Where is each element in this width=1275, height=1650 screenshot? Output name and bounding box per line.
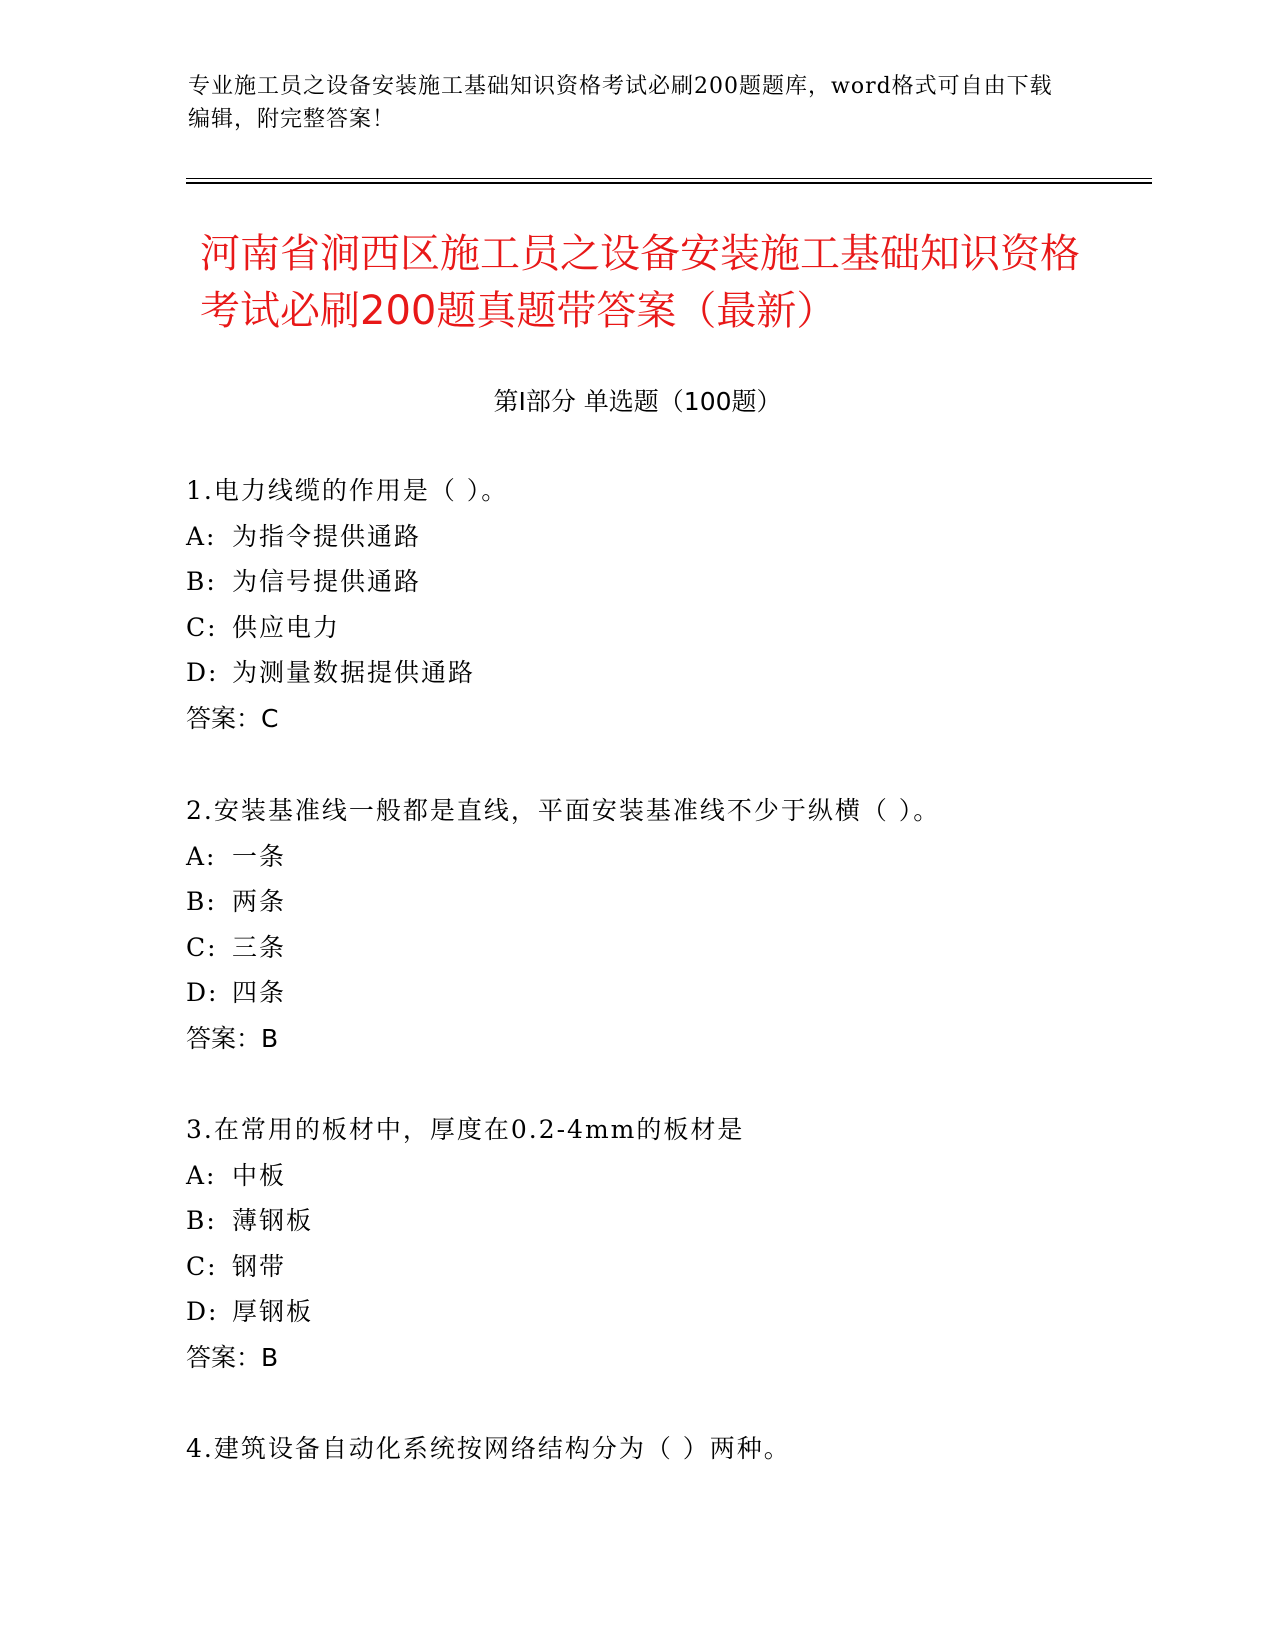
option-d — [186, 1289, 1126, 1335]
question-2 — [186, 788, 1126, 1061]
answer: 答案：B — [186, 1342, 279, 1372]
question-3 — [186, 1107, 1126, 1380]
option-a — [186, 514, 1126, 560]
option-letter: D: — [186, 978, 219, 1007]
question-stem: 2.安装基准线一般都是直线，平面安装基准线不少于纵横（ ）。 — [186, 796, 941, 825]
option-text: 两条 — [232, 887, 287, 916]
option-text: 供应电力 — [232, 612, 341, 642]
option-letter: B: — [186, 567, 217, 596]
header-note: 专业施工员之设备安装施工基础知识资格考试必刷200题题库，word格式可自由下载编辑，附完整答案！ — [188, 74, 1053, 132]
section-title: 第Ⅰ部分 单选题（100题） — [493, 387, 782, 416]
question-stem: 1.电力线缆的作用是（ ）。 — [186, 476, 509, 505]
option-text: 为指令提供通路 — [232, 521, 422, 551]
option-d — [186, 970, 1126, 1016]
option-letter: A: — [186, 1160, 217, 1190]
option-d — [186, 650, 1126, 696]
question-stem: 3.在常用的板材中，厚度在0.2-4mm的板材是 — [186, 1115, 745, 1144]
option-b — [186, 559, 1126, 605]
option-letter: C: — [186, 932, 218, 962]
option-letter: D: — [186, 1297, 219, 1326]
option-text: 四条 — [232, 978, 287, 1007]
option-letter: D: — [186, 658, 219, 687]
option-a — [186, 1153, 1126, 1199]
question-1 — [186, 468, 1126, 741]
option-c — [186, 605, 1126, 651]
question-4 — [186, 1426, 1126, 1472]
option-letter: A: — [186, 521, 217, 551]
option-text: 钢带 — [232, 1251, 287, 1281]
answer: 答案：B — [186, 1023, 279, 1053]
option-text: 厚钢板 — [232, 1297, 314, 1326]
option-text: 为测量数据提供通路 — [232, 658, 476, 687]
document-title: 河南省涧西区施工员之设备安装施工基础知识资格考试必刷200题真题带答案（最新） — [200, 231, 1080, 334]
option-letter: A: — [186, 841, 217, 871]
option-text: 一条 — [232, 841, 287, 871]
option-letter: C: — [186, 612, 218, 642]
option-letter: B: — [186, 1206, 217, 1235]
option-b — [186, 1198, 1126, 1244]
option-letter: B: — [186, 887, 217, 916]
option-c — [186, 1244, 1126, 1290]
header-divider-thin — [186, 178, 1152, 179]
option-a — [186, 834, 1126, 880]
option-text: 中板 — [232, 1160, 287, 1190]
answer: 答案：C — [186, 703, 279, 733]
option-letter: C: — [186, 1251, 218, 1281]
question-stem: 4.建筑设备自动化系统按网络结构分为（ ）两种。 — [186, 1434, 791, 1463]
header-divider-thick — [186, 182, 1152, 184]
option-text: 三条 — [232, 932, 287, 962]
option-c — [186, 925, 1126, 971]
option-b — [186, 879, 1126, 925]
option-text: 薄钢板 — [232, 1206, 314, 1235]
option-text: 为信号提供通路 — [232, 567, 422, 596]
